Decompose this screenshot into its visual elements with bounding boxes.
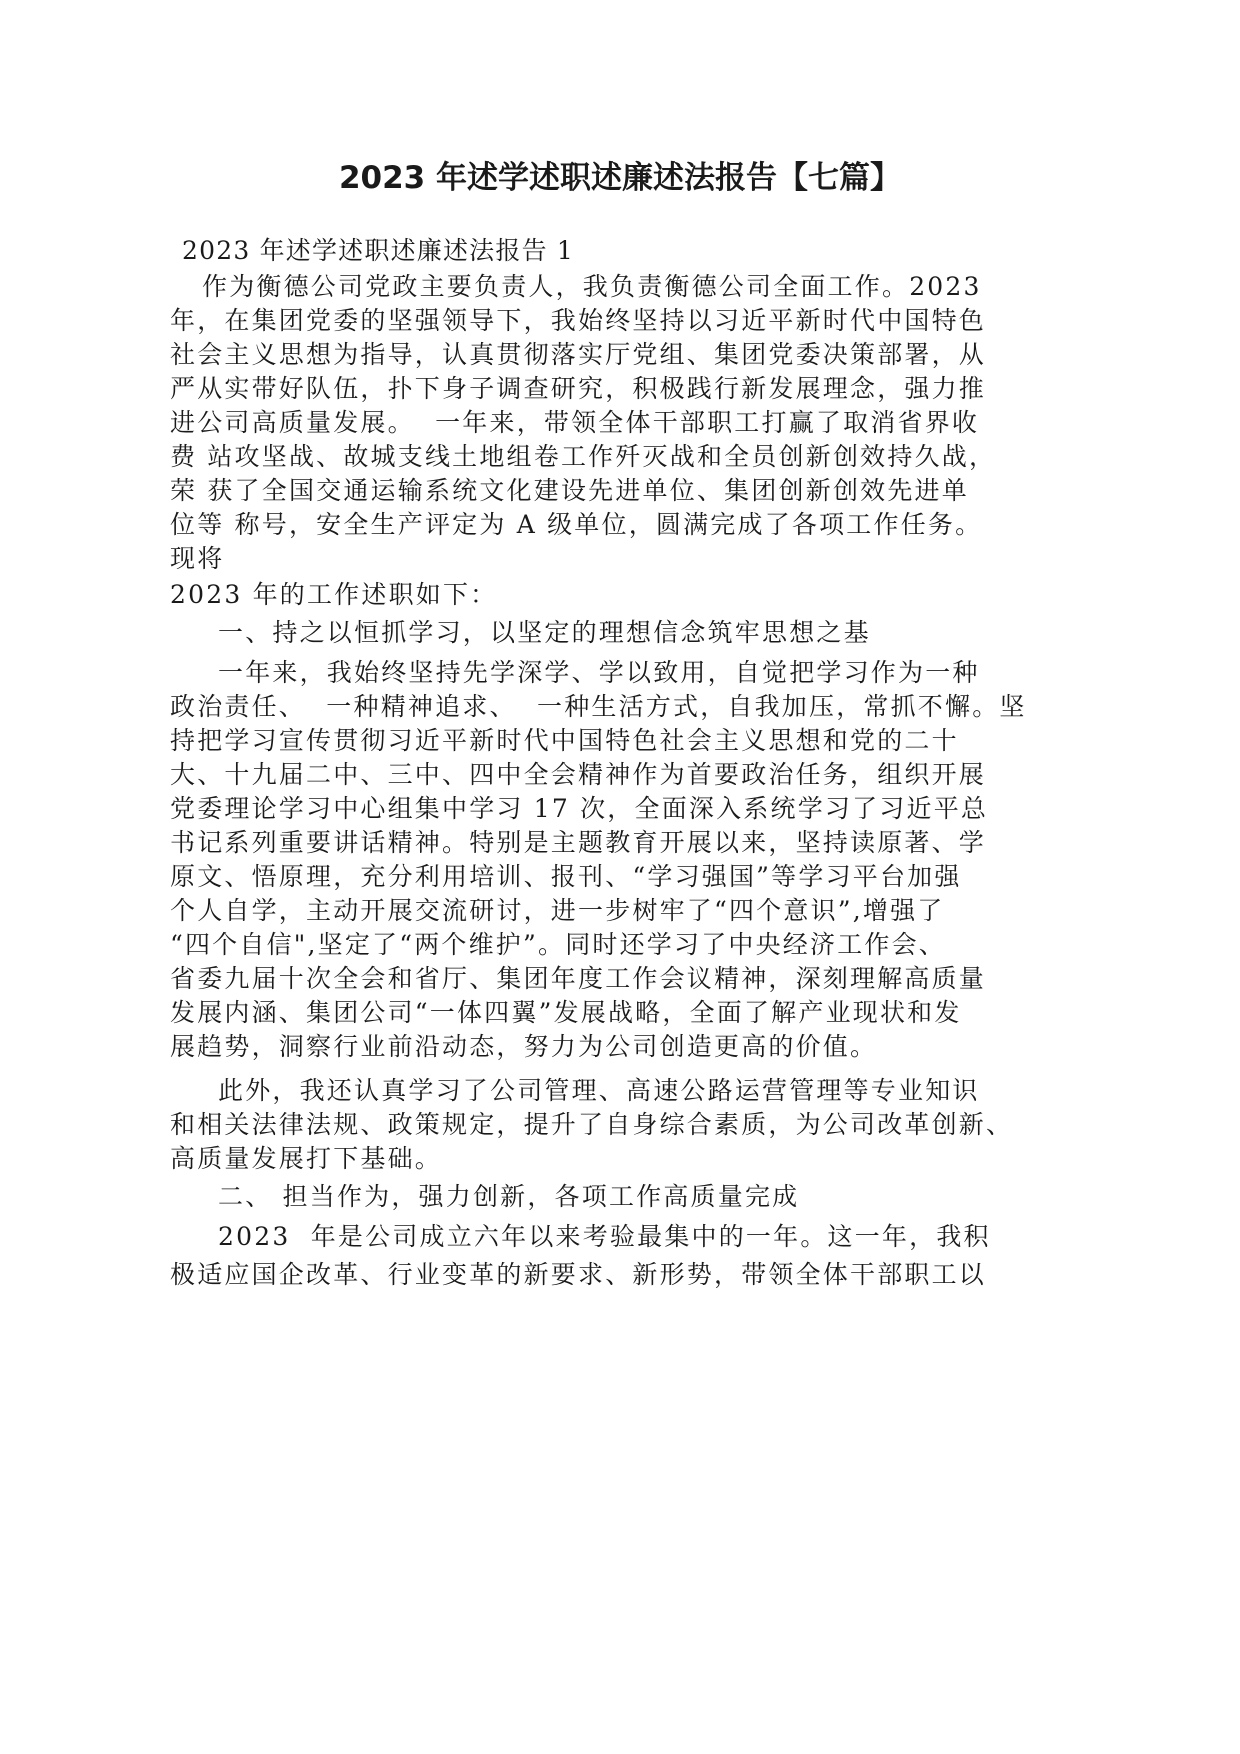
paragraph-line: 费 站攻坚战、故城支线土地组卷工作歼灭战和全员创新创效持久战，: [170, 442, 997, 471]
paragraph-line: 社会主义思想为指导，认真贯彻落实厅党组、集团党委决策部署，从: [170, 340, 987, 369]
paragraph-line: 2023 年的工作述职如下：: [170, 580, 498, 609]
paragraph-line: 持把学习宣传贯彻习近平新时代中国特色社会主义思想和党的二十: [170, 726, 959, 755]
section-heading: 一、持之以恒抓学习，以坚定的理想信念筑牢思想之基: [218, 618, 871, 647]
paragraph-line: 进公司高质量发展。 一年来，带领全体干部职工打赢了取消省界收: [170, 408, 980, 437]
paragraph-line: 荣 获了全国交通运输系统文化建设先进单位、集团创新创效先进单: [170, 476, 969, 505]
paragraph-line: 原文、悟原理，充分利用培训、报刊、“学习强国”等学习平台加强: [170, 862, 962, 891]
paragraph-line: 此外，我还认真学习了公司管理、高速公路运营管理等专业知识: [218, 1076, 980, 1105]
paragraph-line: 极适应国企改革、行业变革的新要求、新形势，带领全体干部职工以: [170, 1260, 987, 1289]
paragraph-line: 政治责任、 一种精神追求、 一种生活方式，自我加压，常抓不懈。坚: [170, 692, 1027, 721]
paragraph-line: 展趋势，洞察行业前沿动态，努力为公司创造更高的价值。: [170, 1032, 878, 1061]
paragraph-line: 发展内涵、集团公司“一体四翼”发展战略，全面了解产业现状和发: [170, 998, 962, 1027]
paragraph-line: 一年来，我始终坚持先学深学、学以致用，自觉把学习作为一种: [218, 658, 980, 687]
paragraph-line: 作为衡德公司党政主要负责人，我负责衡德公司全面工作。2023: [202, 272, 982, 301]
paragraph-line: 现将: [170, 544, 225, 573]
paragraph-line: “四个自信",坚定了“两个维护”。同时还学习了中央经济工作会、: [170, 930, 946, 959]
document-title: 2023 年述学述职述廉述法报告【七篇】: [338, 160, 902, 196]
paragraph-line: 严从实带好队伍，扑下身子调查研究，积极践行新发展理念，强力推: [170, 374, 987, 403]
paragraph-line: 年，在集团党委的坚强领导下，我始终坚持以习近平新时代中国特色: [170, 306, 987, 335]
paragraph-line: 大、十九届二中、三中、四中全会精神作为首要政治任务，组织开展: [170, 760, 987, 789]
section-subtitle: 2023 年述学述职述廉述法报告 1: [182, 236, 575, 265]
paragraph-line: 书记系列重要讲话精神。特别是主题教育开展以来，坚持读原著、学: [170, 828, 987, 857]
paragraph-line: 党委理论学习中心组集中学习 17 次，全面深入系统学习了习近平总: [170, 794, 989, 823]
paragraph-line: 省委九届十次全会和省厅、集团年度工作会议精神，深刻理解高质量: [170, 964, 987, 993]
paragraph-line: 位等 称号，安全生产评定为 A 级单位，圆满完成了各项工作任务。: [170, 510, 983, 539]
paragraph-line: 高质量发展打下基础。: [170, 1144, 443, 1173]
section-heading: 二、 担当作为，强力创新，各项工作高质量完成: [218, 1182, 800, 1211]
paragraph-line: 2023 年是公司成立六年以来考验最集中的一年。这一年，我积: [218, 1222, 991, 1251]
paragraph-line: 和相关法律法规、政策规定，提升了自身综合素质，为公司改革创新、: [170, 1110, 1014, 1139]
paragraph-line: 个人自学，主动开展交流研讨，进一步树牢了“四个意识”,增强了: [170, 896, 945, 925]
